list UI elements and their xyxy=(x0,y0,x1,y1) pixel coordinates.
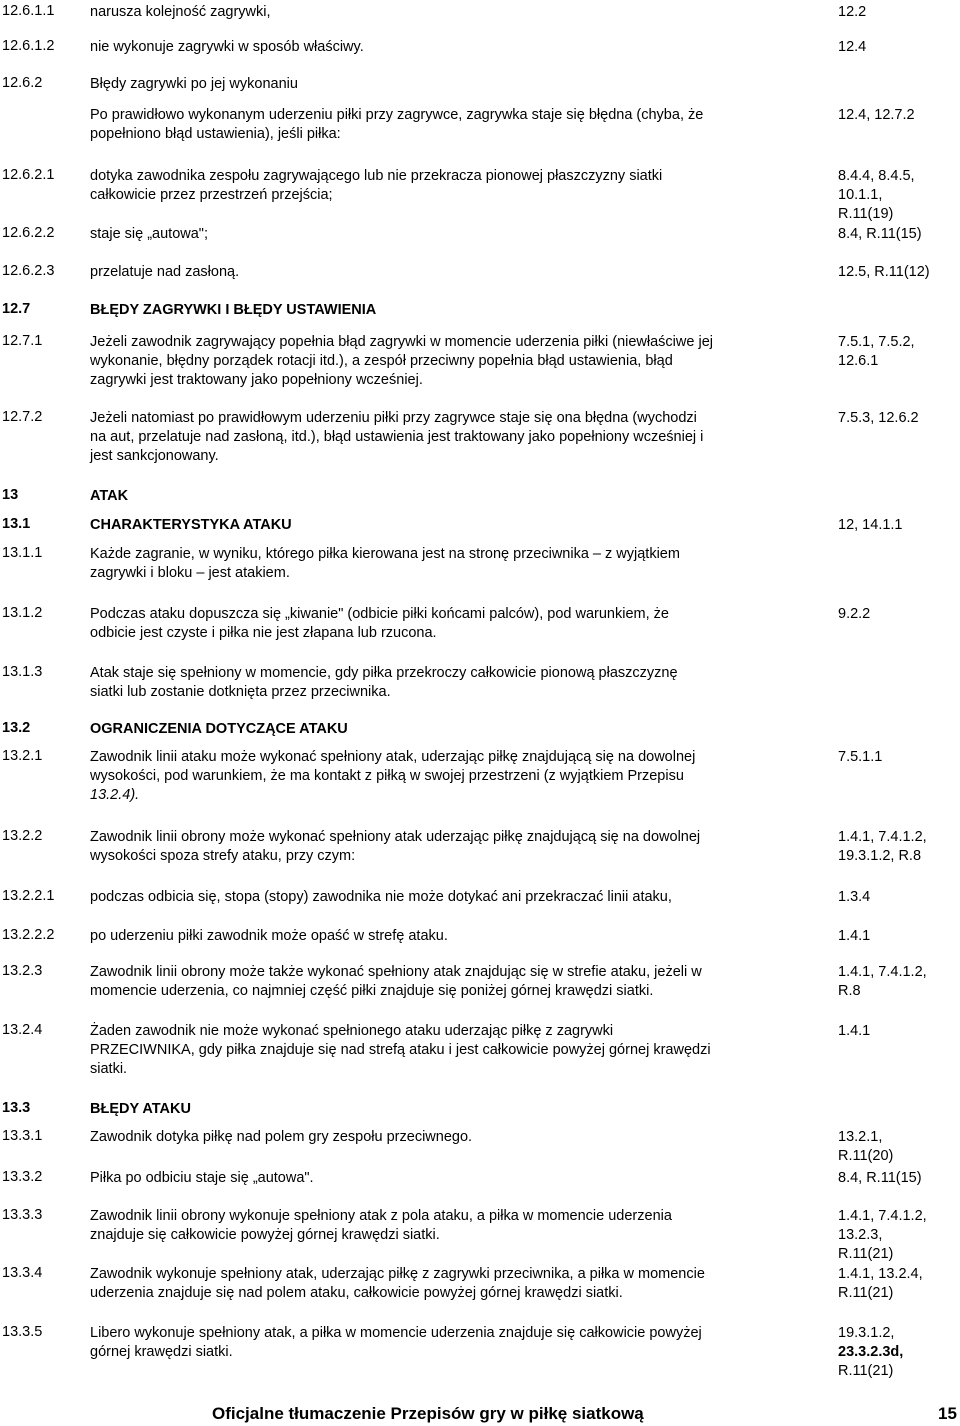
rule-text: Podczas ataku dopuszcza się „kiwanie" (odbicie piłki końcami palców), pod warunkiem, że odbicie jest czyste i piłka nie jest złapana lub rzucona. xyxy=(90,606,669,641)
section-title: BŁĘDY ATAKU xyxy=(90,1101,191,1117)
rule-reference: 12, 14.1.1 xyxy=(838,517,903,533)
rule-text: przelatuje nad zasłoną. xyxy=(90,264,240,280)
rule-text: Zawodnik linii obrony wykonuje spełniony atak z pola ataku, a piłka w momencie uderzenia znajduje się całkowicie powyżej górnej krawędzi siatki. xyxy=(90,1208,672,1243)
rule-reference: 8.4.4, 8.4.5, 10.1.1, R.11(19) xyxy=(838,168,915,222)
rule-number: 13.3.1 xyxy=(2,1128,43,1144)
rule-text: Po prawidłowo wykonanym uderzeniu piłki przy zagrywce, zagrywka staje się błędna (chyba, że popełniono błąd ustawienia), jeśli piłka: xyxy=(90,107,704,142)
rule-number: 12.6.2.1 xyxy=(2,167,55,183)
rule-text: Libero wykonuje spełniony atak, a piłka w momencie uderzenia znajduje się całkowicie powyżej górnej krawędzi siatki. xyxy=(90,1325,702,1360)
rule-number: 12.7.1 xyxy=(2,333,43,349)
rule-reference: 9.2.2 xyxy=(838,606,871,622)
rule-text: narusza kolejność zagrywki, xyxy=(90,4,271,20)
rule-number: 12.6.1.2 xyxy=(2,38,55,54)
rule-number: 12.6.2.2 xyxy=(2,225,55,241)
rule-text: Zawodnik linii ataku może wykonać spełniony atak, uderzając piłkę znajdującą się na dowolnej wysokości, pod warunkiem, że ma kontakt z piłką w swojej przestrzeni (z wyjątkiem Przepisu 13.2.4). xyxy=(90,749,696,803)
rule-reference: 1.4.1, 7.4.1.2, 19.3.1.2, R.8 xyxy=(838,829,927,864)
rule-number: 13.2.2.2 xyxy=(2,927,55,943)
rule-number: 12.6.2 xyxy=(2,75,43,91)
rule-reference: 7.5.1, 7.5.2, 12.6.1 xyxy=(838,334,915,369)
rule-reference: 1.4.1, 13.2.4, R.11(21) xyxy=(838,1266,923,1301)
rule-text: Żaden zawodnik nie może wykonać spełnionego ataku uderzając piłkę z zagrywki PRZECIWNIKA, gdy piłka znajduje się nad strefą ataku i jest całkowicie powyżej górnej krawędzi siatki. xyxy=(90,1023,711,1077)
rule-text: po uderzeniu piłki zawodnik może opaść w strefę ataku. xyxy=(90,928,448,944)
rule-reference: 7.5.1.1 xyxy=(838,749,883,765)
rule-text: Piłka po odbiciu staje się „autowa". xyxy=(90,1170,314,1186)
rule-text: Błędy zagrywki po jej wykonaniu xyxy=(90,76,298,92)
rule-number: 13.1.3 xyxy=(2,664,43,680)
rule-number: 12.6.2.3 xyxy=(2,263,55,279)
section-number: 13.1 xyxy=(2,516,31,532)
rule-number: 13.1.1 xyxy=(2,545,43,561)
rule-number: 13.2.3 xyxy=(2,963,43,979)
rule-reference: 12.2 xyxy=(838,4,867,20)
rule-text: Zawodnik linii obrony może wykonać spełniony atak uderzając piłkę znajdującą się na dowolnej wysokości spoza strefy ataku, przy czym: xyxy=(90,829,701,864)
section-title: BŁĘDY ZAGRYWKI I BŁĘDY USTAWIENIA xyxy=(90,302,377,318)
rule-reference: 1.4.1, 7.4.1.2, R.8 xyxy=(838,964,927,999)
rule-text: Atak staje się spełniony w momencie, gdy piłka przekroczy całkowicie pionową płaszczyznę siatki lub zostanie dotknięta przez przeciwnika. xyxy=(90,665,678,700)
rule-reference: 12.4, 12.7.2 xyxy=(838,107,915,123)
rule-text: podczas odbicia się, stopa (stopy) zawodnika nie może dotykać ani przekraczać linii ataku, xyxy=(90,889,672,905)
rule-reference: 19.3.1.2, 23.3.2.3d, R.11(21) xyxy=(838,1325,904,1379)
rule-reference: 12.5, R.11(12) xyxy=(838,264,930,280)
section-number: 13.2 xyxy=(2,720,31,736)
chapter-title: ATAK xyxy=(90,488,129,504)
section-number: 12.7 xyxy=(2,301,31,317)
rule-number: 13.2.2 xyxy=(2,828,43,844)
rule-number: 13.3.4 xyxy=(2,1265,43,1281)
rule-number: 13.1.2 xyxy=(2,605,43,621)
rule-text: Zawodnik dotyka piłkę nad polem gry zespołu przeciwnego. xyxy=(90,1129,473,1145)
rule-text: Zawodnik wykonuje spełniony atak, uderzając piłkę z zagrywki przeciwnika, a piłka w momencie uderzenia znajduje się nad polem ataku, całkowicie powyżej górnej krawędzi siatki. xyxy=(90,1266,705,1301)
rule-text: Każde zagranie, w wyniku, którego piłka kierowana jest na stronę przeciwnika – z wyjątkiem zagrywki i bloku – jest atakiem. xyxy=(90,546,680,581)
chapter-number: 13 xyxy=(2,487,19,503)
section-title: CHARAKTERYSTYKA ATAKU xyxy=(90,517,292,533)
rule-text: Zawodnik linii obrony może także wykonać spełniony atak znajdując się w strefie ataku, jeżeli w momencie uderzenia, co najmniej część piłki znajduje się poniżej górnej krawędzi siatki. xyxy=(90,964,702,999)
rule-number: 12.6.1.1 xyxy=(2,3,55,19)
rule-reference: 1.3.4 xyxy=(838,889,871,905)
rule-reference: 1.4.1 xyxy=(838,928,871,944)
rule-reference: 1.4.1 xyxy=(838,1023,871,1039)
rule-reference: 7.5.3, 12.6.2 xyxy=(838,410,919,426)
rule-number: 13.2.1 xyxy=(2,748,43,764)
rule-text: dotyka zawodnika zespołu zagrywającego lub nie przekracza pionowej płaszczyzny siatki całkowicie przez przestrzeń przejścia; xyxy=(90,168,663,203)
rule-text: nie wykonuje zagrywki w sposób właściwy. xyxy=(90,39,364,55)
rule-number: 13.3.5 xyxy=(2,1324,43,1340)
rule-text: Jeżeli zawodnik zagrywający popełnia błąd zagrywki w momencie uderzenia piłki (niewłaściwe jej wykonanie, błędny porządek rotacji itd.), a zespół przeciwny popełnia błąd ustawienia, błąd zagrywki jest traktowany jako popełniony wcześniej. xyxy=(90,334,713,388)
rule-number: 13.3.3 xyxy=(2,1207,43,1223)
rule-reference: 8.4, R.11(15) xyxy=(838,1170,922,1186)
rule-number: 12.7.2 xyxy=(2,409,43,425)
rule-reference: 12.4 xyxy=(838,39,867,55)
page-number: 15 xyxy=(938,1404,957,1423)
rule-reference: 1.4.1, 7.4.1.2, 13.2.3, R.11(21) xyxy=(838,1208,927,1262)
rule-number: 13.2.2.1 xyxy=(2,888,55,904)
footer-title: Oficjalne tłumaczenie Przepisów gry w piłkę siatkową xyxy=(212,1404,644,1423)
rule-number: 13.3.2 xyxy=(2,1169,43,1185)
section-number: 13.3 xyxy=(2,1100,31,1116)
section-title: OGRANICZENIA DOTYCZĄCE ATAKU xyxy=(90,721,348,737)
rule-text: staje się „autowa"; xyxy=(90,226,208,242)
rule-reference: 13.2.1, R.11(20) xyxy=(838,1129,894,1164)
rule-number: 13.2.4 xyxy=(2,1022,43,1038)
rule-text: Jeżeli natomiast po prawidłowym uderzeniu piłki przy zagrywce staje się ona błędna (wychodzi na aut, przelatuje nad zasłoną, itd.), błąd ustawienia jest traktowany jako popełniony wcześniej i jest sankcjonowany. xyxy=(90,410,704,464)
rule-reference: 8.4, R.11(15) xyxy=(838,226,922,242)
